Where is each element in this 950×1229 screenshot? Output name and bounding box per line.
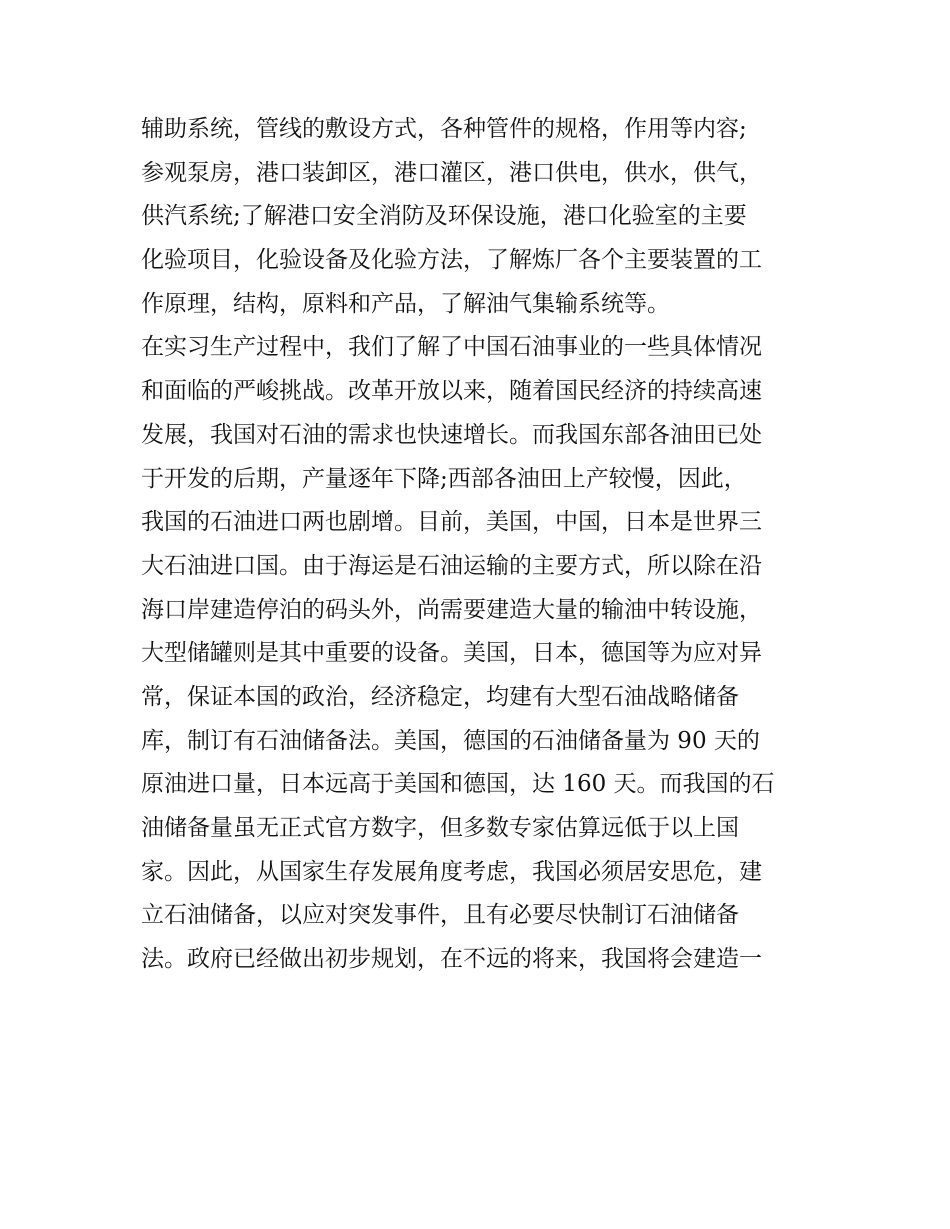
text-line: 家。因此，从国家生存发展角度考虑，我国必须居安思危，建 bbox=[141, 858, 762, 885]
text-line: 和面临的严峻挑战。改革开放以来，随着国民经济的持续高速 bbox=[141, 378, 762, 405]
text-line: 常，保证本国的政治，经济稳定，均建有大型石油战略储备 bbox=[141, 683, 739, 710]
text-line: 参观泵房，港口装卸区，港口灌区，港口供电，供水，供气， bbox=[141, 159, 762, 186]
text-line: 发展，我国对石油的需求也快速增长。而我国东部各油田已处 bbox=[141, 421, 762, 448]
text-line: 大型储罐则是其中重要的设备。美国，日本，德国等为应对异 bbox=[141, 640, 762, 667]
text-line: 油储备量虽无正式官方数字，但多数专家估算远低于以上国 bbox=[141, 815, 739, 841]
text-line: 我国的石油进口两也剧增。目前，美国，中国，日本是世界三 bbox=[141, 509, 762, 536]
body-text bbox=[141, 108, 831, 982]
text-line: 立石油储备，以应对突发事件，且有必要尽快制订石油储备 bbox=[141, 902, 739, 929]
text-line: 供汽系统;了解港口安全消防及环保设施，港口化验室的主要 bbox=[141, 203, 747, 230]
text-line: 作原理，结构，原料和产品，了解油气集输系统等。 bbox=[141, 290, 670, 317]
text-line: 辅助系统，管线的敷设方式，各种管件的规格，作用等内容; bbox=[141, 116, 747, 142]
text-line: 库，制订有石油储备法。美国，德国的石油储备量为 90 天的 bbox=[141, 727, 760, 754]
text-line: 在实习生产过程中，我们了解了中国石油事业的一些具体情况 bbox=[141, 334, 762, 361]
text-line: 化验项目，化验设备及化验方法，了解炼厂各个主要装置的工 bbox=[141, 247, 762, 274]
text-line: 大石油进口国。由于海运是石油运输的主要方式，所以除在沿 bbox=[141, 552, 762, 579]
text-line: 于开发的后期，产量逐年下降;西部各油田上产较慢，因此， bbox=[141, 465, 747, 492]
text-line: 法。政府已经做出初步规划，在不远的将来，我国将会建造一 bbox=[141, 946, 762, 973]
text-line: 原油进口量，日本远高于美国和德国，达 160 天。而我国的石 bbox=[141, 771, 775, 798]
text-line: 海口岸建造停泊的码头外，尚需要建造大量的输油中转设施， bbox=[141, 596, 762, 623]
